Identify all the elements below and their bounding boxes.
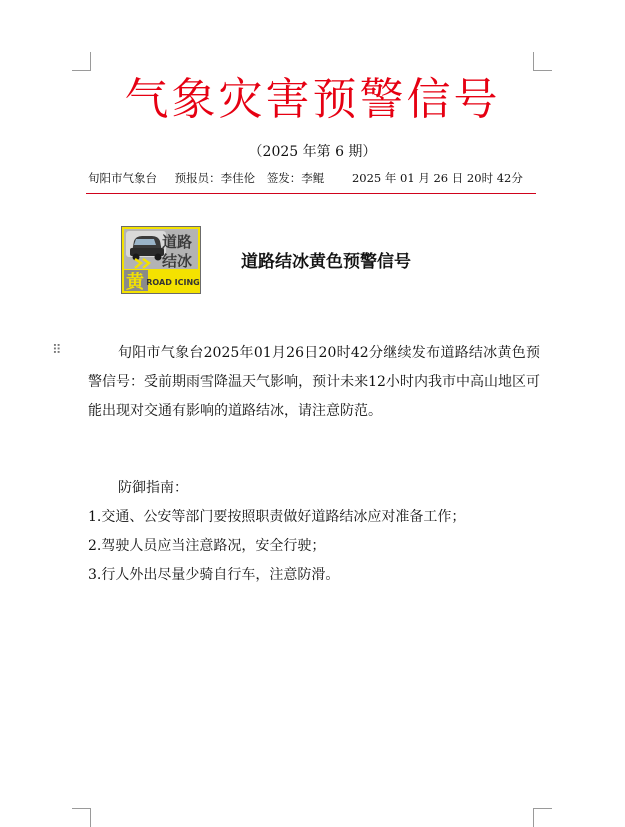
guidance-heading: 防御指南： xyxy=(118,480,188,496)
guidance-item: 2.驾驶人员应当注意路况，安全行驶； xyxy=(88,538,326,554)
organization-name: 旬阳市气象台 xyxy=(88,171,157,185)
page-corner-bottom-right xyxy=(533,808,552,827)
icon-text-top: 道路 xyxy=(161,233,193,251)
page-corner-top-right xyxy=(533,52,552,71)
icon-text-bottom: 结冰 xyxy=(161,252,193,270)
icon-level-text: 黄 xyxy=(126,272,144,293)
forecaster-name: 预报员：李佳伦 xyxy=(174,171,256,185)
document-title: 气象灾害预警信号 xyxy=(124,74,501,125)
drag-handle-icon[interactable]: ⠿ xyxy=(52,343,62,358)
signal-title: 道路结冰黄色预警信号 xyxy=(241,252,411,272)
signer-name: 签发：李鲲 xyxy=(266,171,325,185)
page-corner-bottom-left xyxy=(72,808,91,827)
header-divider xyxy=(86,193,536,194)
issue-number: （2025 年第 6 期） xyxy=(248,144,377,160)
warning-paragraph: 旬阳市气象台2025年01月26日20时42分继续发布道路结冰黄色预警信号：受前期雨雪降温天气影响，预计未来12小时内我市中高山地区可能出现对交通有影响的道路结冰，请注意防范。 xyxy=(88,345,540,419)
road-icing-yellow-warning-icon xyxy=(121,226,201,294)
guidance-item: 1.交通、公安等部门要按照职责做好道路结冰应对准备工作； xyxy=(88,509,466,525)
page-corner-top-left xyxy=(72,52,91,71)
guidance-section xyxy=(88,474,540,590)
icon-english-text: ROAD ICING xyxy=(146,278,200,287)
issue-datetime: 2025 年 01 月 26 日 20时 42分 xyxy=(351,171,523,185)
issuer-line xyxy=(88,169,538,187)
guidance-item: 3.行人外出尽量少骑自行车，注意防滑。 xyxy=(88,567,340,583)
